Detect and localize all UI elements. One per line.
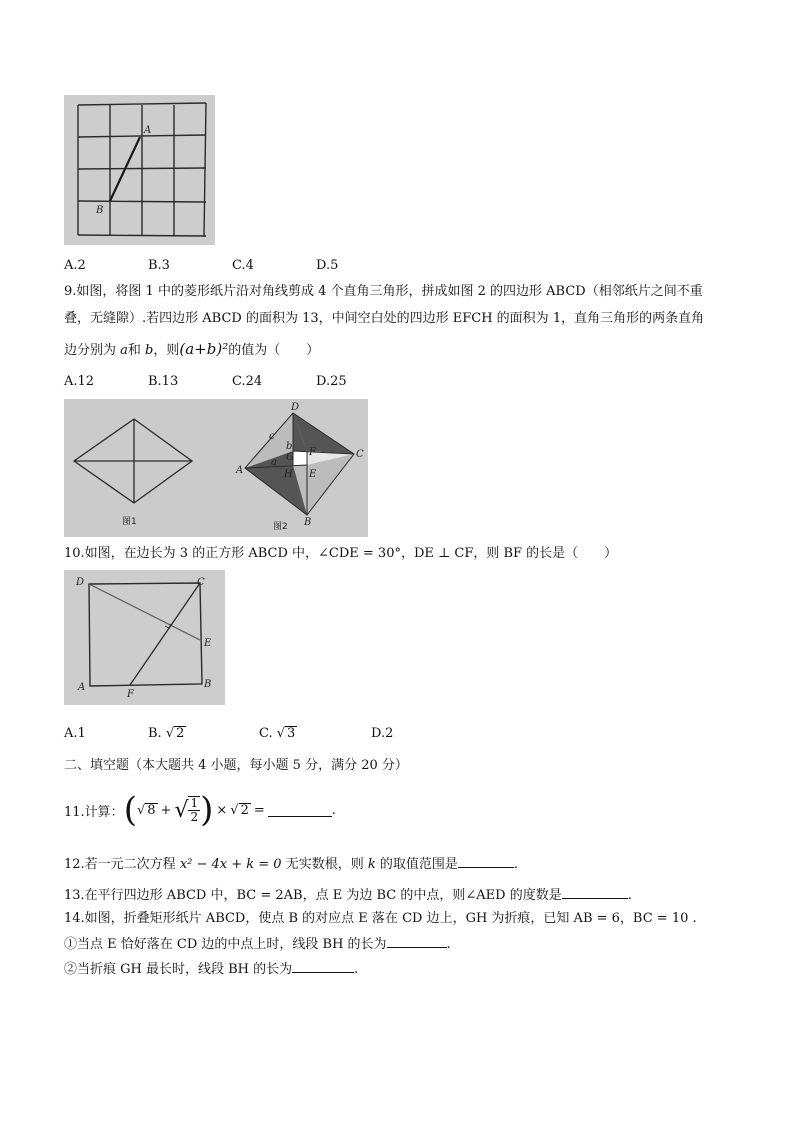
q9-line1: 9.如图，将图 1 中的菱形纸片沿对角线剪成 4 个直角三角形，拼成如图 2 的四边形 ABCD（相邻纸片之间不重 (64, 284, 703, 299)
q13 (64, 886, 632, 905)
q9-var-b: b (145, 343, 154, 358)
q9-line3-and: 和 (127, 343, 146, 358)
q11-prefix: 11.计算： (64, 804, 124, 820)
fig2-label-b: B (304, 517, 312, 528)
q9-figure-svg (64, 399, 368, 537)
fig2-caption: 图2 (273, 522, 288, 532)
fig2-label-d: D (291, 402, 300, 413)
sq-label-d: D (76, 577, 85, 588)
fig2-label-c-side: c (269, 431, 275, 442)
q10-option-a: A.1 (64, 726, 86, 741)
q11-answer-blank[interactable] (268, 804, 332, 817)
sq-label-f: F (127, 689, 134, 700)
q10-option-c-prefix: C. (259, 726, 277, 741)
q14-sub2-end: . (354, 962, 359, 977)
sq-label-e: E (204, 638, 212, 649)
q8-option-b: B.3 (148, 258, 170, 273)
label-a: A (144, 125, 152, 136)
fig2-label-c: C (356, 449, 364, 460)
q10-option-c-radicand: 3 (287, 726, 296, 741)
sq-label-a: A (78, 682, 86, 693)
q14-sub1-end: . (446, 937, 451, 952)
q9-var-a: a (120, 343, 128, 358)
q12-end: . (513, 857, 519, 872)
fig2-label-b-side: b (286, 441, 293, 452)
q12-k: k (367, 857, 376, 872)
q9-line3-then: ，则 (153, 343, 180, 358)
fig2-label-h: H (284, 469, 293, 480)
fig1-caption: 图1 (122, 517, 137, 527)
sq-label-b: B (204, 679, 212, 690)
q8-option-c: C.4 (232, 258, 254, 273)
q10-option-b: B. √ 2 (148, 726, 185, 741)
q9-figure (64, 399, 368, 537)
q9-option-d: D.25 (316, 374, 347, 389)
label-b: B (96, 205, 104, 216)
q12-answer-blank[interactable] (458, 855, 514, 868)
q9-option-a: A.12 (64, 374, 95, 389)
q10-text: 10.如图，在边长为 3 的正方形 ABCD 中，∠CDE = 30°，DE ⊥ CF，则 BF 的长是（ ） (64, 546, 618, 561)
q11-radicand-8: 8 (147, 802, 156, 818)
fig2-label-a: A (236, 465, 244, 476)
q9-option-c: C.24 (232, 374, 263, 389)
sq-label-c: C (197, 577, 205, 588)
q13-end: . (627, 888, 632, 903)
q12-suffix: 的取值范围是 (375, 857, 458, 872)
fig2-label-g: G (286, 452, 294, 463)
q14-text: 14.如图，折叠矩形纸片 ABCD，使点 B 的对应点 E 落在 CD 边上，GH 为折痕，已知 AB = 6，BC = 10 . (64, 911, 697, 926)
q11-numerator: 1 (190, 796, 199, 810)
q14-sub2-text: ②当折痕 GH 最长时，线段 BH 的长为 (64, 962, 293, 977)
q11-equals: = (253, 802, 265, 818)
q9-expression: (a+b)² (179, 340, 229, 358)
q12 (64, 855, 518, 874)
fig2-label-e: E (309, 469, 317, 480)
q14-sub2 (64, 960, 358, 979)
q8-option-a: A.2 (64, 258, 86, 273)
q9-line3 (64, 340, 319, 360)
q9-line3-end: 的值为（ ） (228, 343, 320, 358)
q11-radicand-2: 2 (240, 802, 249, 818)
fig2-label-a-side: a (271, 457, 277, 468)
q13-text: 13.在平行四边形 ABCD 中，BC = 2AB，点 E 为边 BC 的中点，则∠AED 的度数是 (64, 888, 562, 903)
q8-grid-svg (64, 95, 215, 245)
q11-plus: + (160, 802, 172, 818)
q14-sub1-blank[interactable] (387, 935, 447, 948)
q13-answer-blank[interactable] (562, 886, 628, 899)
section2-title: 二、填空题（本大题共 4 小题，每小题 5 分，满分 20 分） (64, 758, 408, 773)
fig2-label-f: F (309, 447, 316, 458)
q8-option-d: D.5 (316, 258, 339, 273)
q11-end: . (331, 802, 336, 818)
q10-option-d: D.2 (371, 726, 394, 741)
q12-middle: 无实数根，则 (281, 857, 368, 872)
q11: 11.计算： ( √ 8 + √ $\frac{1}{2}$ ) × √ 2 = . (64, 790, 336, 830)
q9-line3-a: 边分别为 (64, 343, 121, 358)
q10-option-c: C. √ 3 (259, 726, 296, 741)
q14-sub2-blank[interactable] (292, 960, 354, 973)
q10-option-b-radicand: 2 (176, 726, 185, 741)
q10-option-b-prefix: B. (148, 726, 166, 741)
q9-option-b: B.13 (148, 374, 179, 389)
q10-square-figure (64, 570, 225, 705)
q11-denominator: 2 (190, 810, 199, 824)
q9-line2: 叠，无缝隙）.若四边形 ABCD 的面积为 13，中间空白处的四边形 EFCH 的面积为 1，直角三角形的两条直角 (64, 311, 705, 326)
q11-fraction (188, 796, 200, 824)
q11-times: × (216, 802, 228, 818)
q12-prefix: 12.若一元二次方程 (64, 857, 180, 872)
q8-grid-figure (64, 95, 215, 245)
q14-sub1-text: ①当点 E 恰好落在 CD 边的中点上时，线段 BH 的长为 (64, 937, 387, 952)
q14-sub1 (64, 935, 451, 954)
q10-square-svg (64, 570, 225, 705)
q12-equation: x² − 4x + k = 0 (179, 857, 282, 872)
